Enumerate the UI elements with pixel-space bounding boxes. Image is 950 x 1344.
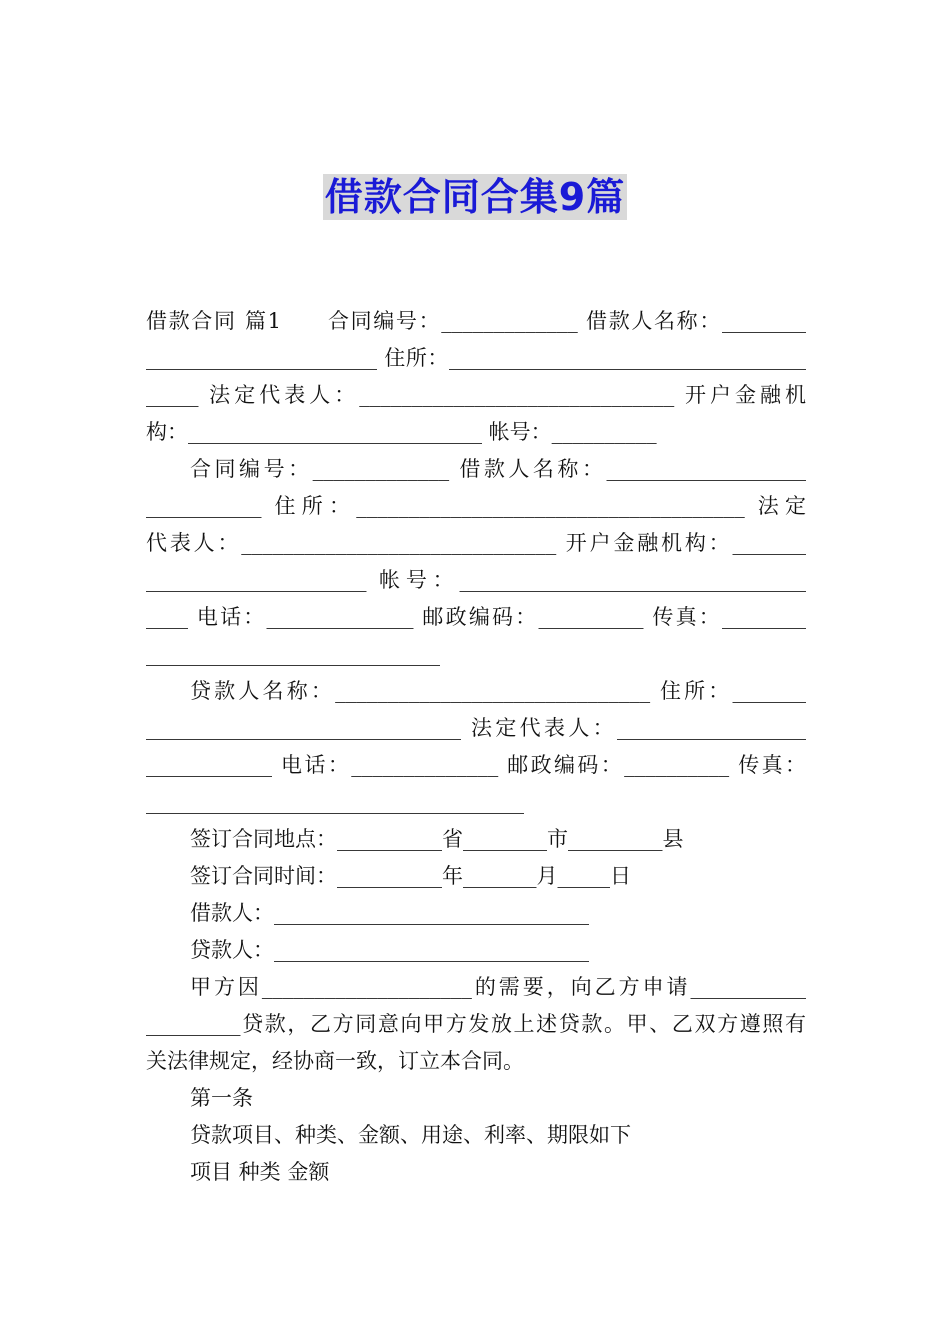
body-line: 第一条 [190, 1086, 253, 1110]
body-line: 合同编号：_____________ 借款人名称：___________________ [190, 457, 806, 481]
body-line: _____ 法定代表人：______________________________ 开户金融机 [146, 383, 806, 407]
body-line: 借款人：______________________________ [190, 901, 589, 925]
body-line: ______________________ 住所：__________________________________ [146, 346, 806, 370]
body-line: 签订合同地点：__________省________市_________县 [190, 827, 684, 851]
body-line: ___________ 住所：_____________________________________ 法定 [146, 494, 806, 518]
body-line: ____________ 电话：______________ 邮政编码：__________ 传真： [146, 753, 806, 777]
body-line: 贷款人名称：______________________________ 住所：_______ [190, 679, 806, 703]
body-line: 代表人：______________________________ 开户金融机构：_______ [146, 531, 806, 555]
body-line: 贷款人：______________________________ [190, 938, 589, 962]
title-container [0, 174, 950, 220]
body-line: _____________________ 帐号：_________________________________ [146, 568, 806, 592]
body-line: ____________________________ [146, 642, 440, 666]
body-line: 项目 种类 金额 [190, 1160, 330, 1184]
body-line: _________贷款，乙方同意向甲方发放上述贷款。甲、乙双方遵照有 [146, 1012, 806, 1036]
body-line: ____ 电话：______________ 邮政编码：__________ 传真：________ [146, 605, 806, 629]
body-line: 贷款项目、种类、金额、用途、利率、期限如下 [190, 1123, 631, 1147]
document-title: 借款合同合集9篇 [324, 175, 626, 219]
body-line: 甲方因____________________的需要，向乙方申请___________ [190, 975, 806, 999]
body-line: ____________________________________ [146, 790, 524, 814]
body-line: ______________________________ 法定代表人：__________________ [146, 716, 806, 740]
document-body [146, 303, 806, 1191]
body-line: 关法律规定，经协商一致，订立本合同。 [146, 1049, 524, 1073]
body-line: 借款合同 篇1 合同编号：_____________ 借款人名称：________ [146, 309, 806, 333]
body-line: 签订合同时间：__________年_______月_____日 [190, 864, 631, 888]
body-line: 构：____________________________ 帐号：__________ [146, 420, 657, 444]
